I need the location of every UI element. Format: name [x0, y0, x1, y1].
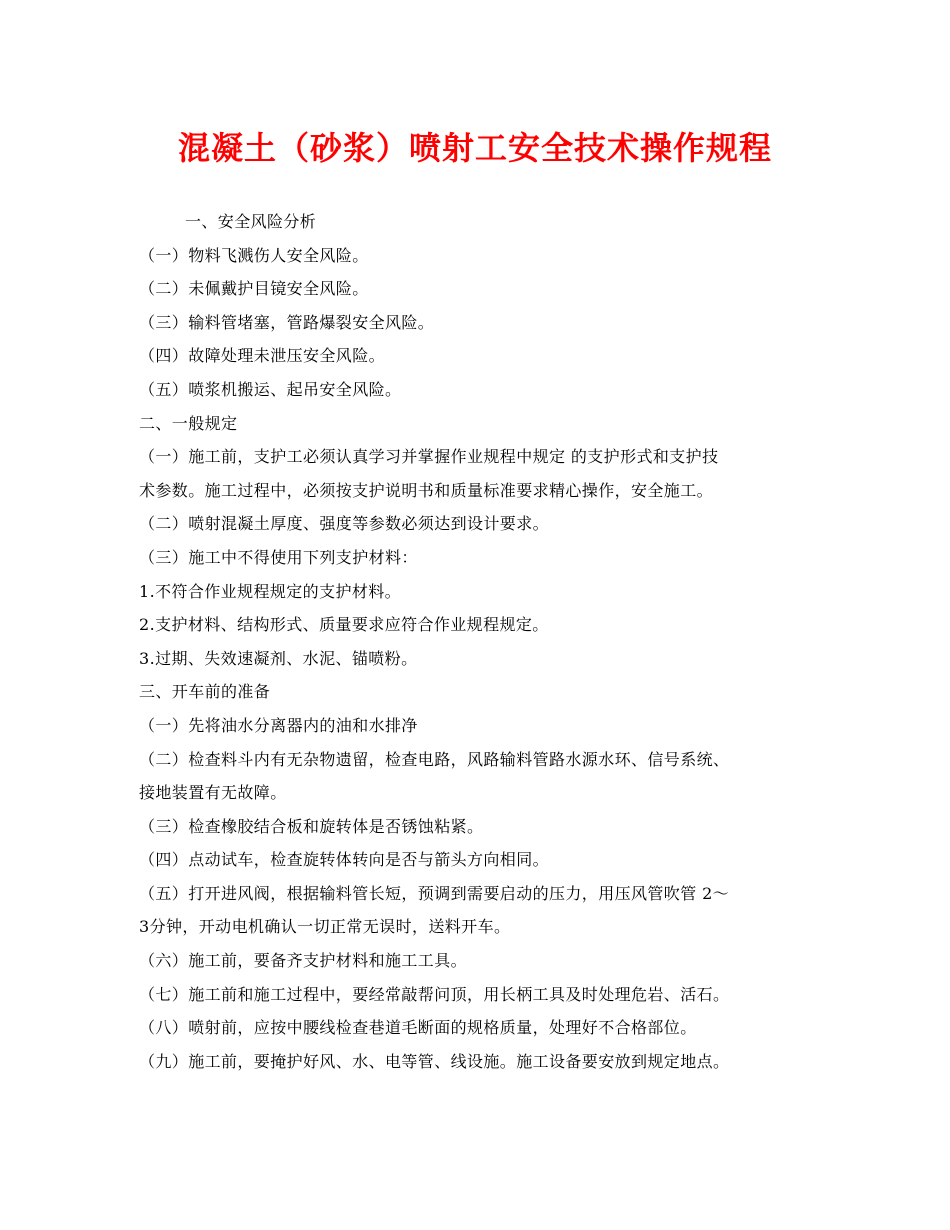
paragraph-line: （三）检查橡胶结合板和旋转体是否锈蚀粘紧。 — [139, 816, 484, 836]
paragraph-line: （六）施工前，要备齐支护材料和施工工具。 — [139, 951, 468, 971]
paragraph-line: （二）未佩戴护目镜安全风险。 — [139, 279, 369, 299]
paragraph-line: （一）先将油水分离器内的油和水排净 — [139, 715, 418, 735]
paragraph-line: （三）输料管堵塞，管路爆裂安全风险。 — [139, 312, 435, 332]
paragraph-line: 1.不符合作业规程规定的支护材料。 — [139, 581, 402, 601]
paragraph-line: （五）喷浆机搬运、起吊安全风险。 — [139, 379, 402, 399]
paragraph-line: （五）打开进风阀，根据输料管长短，预调到需要启动的压力，用压风管吹管 2～ — [139, 883, 730, 903]
paragraph-line: （四）点动试车，检查旋转体转向是否与箭头方向相同。 — [139, 850, 550, 870]
paragraph-line: （一）施工前，支护工必须认真学习并掌握作业规程中规定 的支护形式和支护技 — [139, 447, 719, 467]
paragraph-line: （九）施工前，要掩护好风、水、电等管、线设施。施工设备要安放到规定地点。 — [139, 1051, 730, 1071]
paragraph-line: （八）喷射前，应按中腰线检查巷道毛断面的规格质量，处理好不合格部位。 — [139, 1018, 697, 1038]
paragraph-line: 2.支护材料、结构形式、质量要求应符合作业规程规定。 — [139, 615, 549, 635]
document-title: 混凝土（砂浆）喷射工安全技术操作规程 — [177, 129, 772, 167]
section-heading: 二、一般规定 — [139, 413, 238, 433]
paragraph-line: （二）喷射混凝土厚度、强度等参数必须达到设计要求。 — [139, 514, 550, 534]
paragraph-line: 3.过期、失效速凝剂、水泥、锚喷粉。 — [139, 648, 418, 668]
paragraph-line: （一）物料飞溅伤人安全风险。 — [139, 245, 369, 265]
paragraph-line: 术参数。施工过程中，必须按支护说明书和质量标准要求精心操作，安全施工。 — [139, 480, 714, 500]
paragraph-line: （二）检查料斗内有无杂物遗留，检查电路，风路输料管路水源水环、信号系统、 — [139, 749, 730, 769]
paragraph-line: （四）故障处理未泄压安全风险。 — [139, 346, 386, 366]
paragraph-line: （三）施工中不得使用下列支护材料： — [139, 547, 418, 567]
document-body — [139, 205, 819, 1078]
paragraph-line: 3分钟，开动电机确认一切正常无误时，送料开车。 — [139, 917, 511, 937]
paragraph-line: （七）施工前和施工过程中，要经常敲帮问顶，用长柄工具及时处理危岩、活石。 — [139, 984, 730, 1004]
section-heading: 三、开车前的准备 — [139, 682, 271, 702]
paragraph-line: 接地装置有无故障。 — [139, 783, 287, 803]
section-heading: 一、安全风险分析 — [185, 212, 317, 231]
